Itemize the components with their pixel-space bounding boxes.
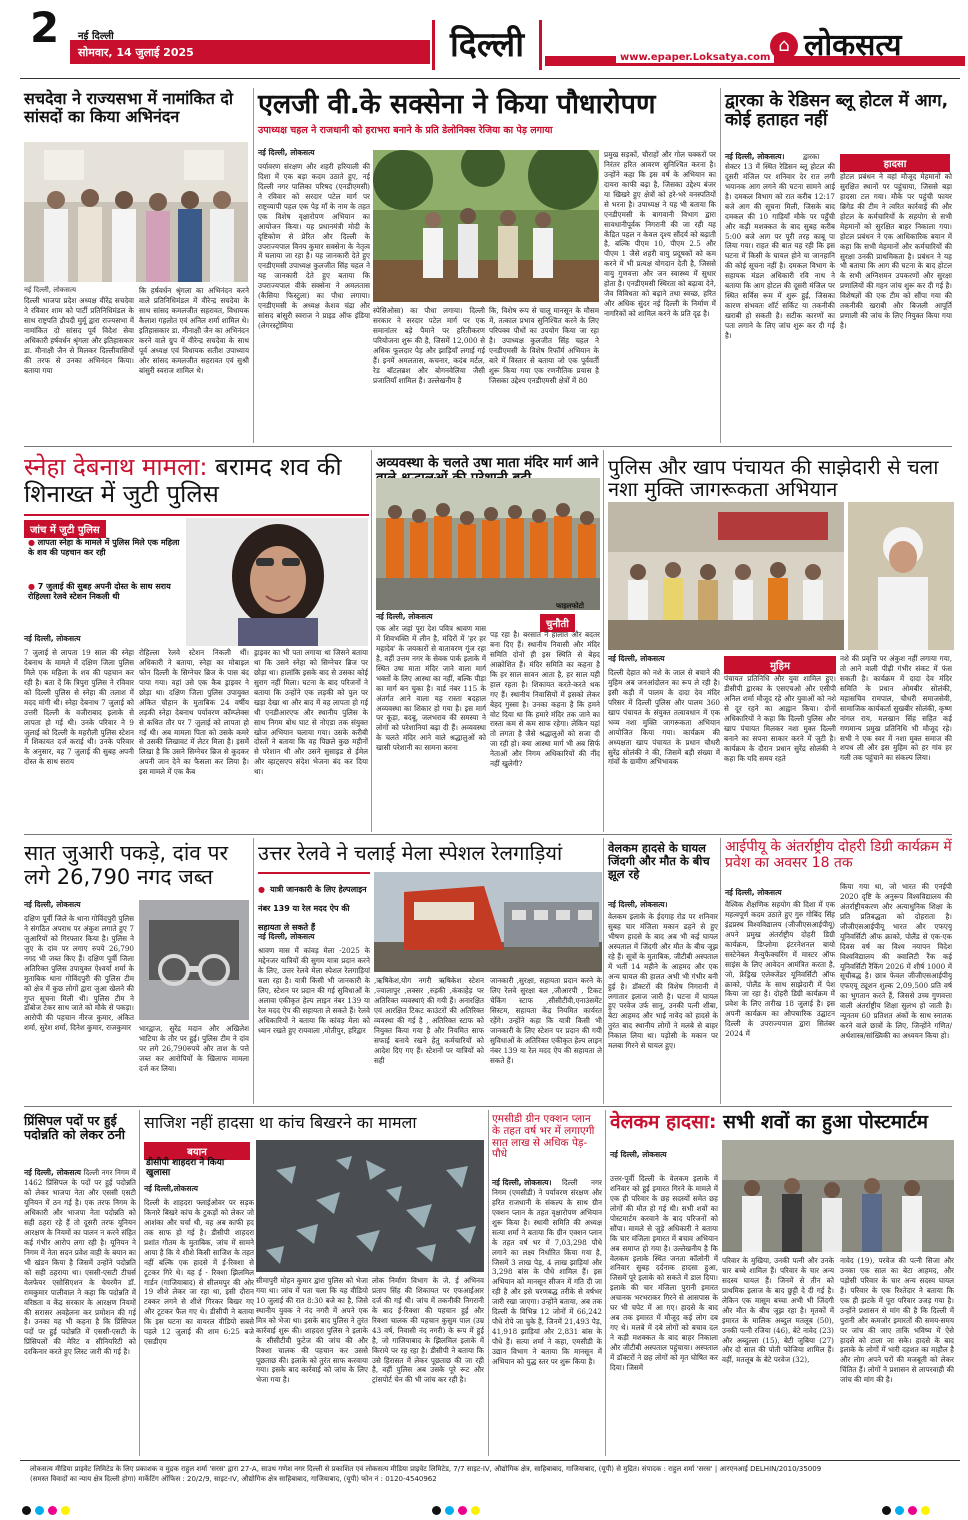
bullet-dot-icon: ● [258, 885, 265, 894]
police-dateline: नई दिल्ली, लोकसत्य [608, 654, 665, 663]
lg-body-col3: कि, विशेष रूप से चालू मानसून के मौसम में, तत्काल प्रभाव सुनिश्चित करने के लिए परिपक्व पौधों का उपयोग किया जा रहा है। उपाध्यक्ष कुलजीत सिंह चहल ने एनडीएमसी के विशेष रिफॉर्म अभियान के बारे में विस्तार से बताया जो एक पूर्ववर्ती शुरू किया गया एक रणनीतिक प्रयास है जिसका उद्देश्य एनडीएमसी क्षेत्रों में 80 [489, 306, 599, 385]
edition-date: सोमवार, 14 जुलाई 2025 [78, 46, 194, 59]
dwarka-kicker-label: हादसा [840, 154, 950, 172]
railway-callout [258, 872, 370, 934]
sneha-body-col3: ड्राइवर का भी पता लगाया था जिसने बताया था कि उसने स्नेहा को सिग्नेचर ब्रिज पर छोड़ा था। हालांकि इसके बाद से उसका कोई सुराग नहीं मिला। घटना के बाद परिजनों ने बताया कि उन्होंने एक लड़की को पुल पर खड़ा देखा था और बाद में वह लापता हो गई थी एनडीआरएफ और स्थानीय पुलिस के साथ निगम बोध घाट से नोएडा तक संयुक्त खोज अभियान चलाया गया। उसके करीबी दोस्तों ने बताया कि वह पिछले कुछ महीनों से परेशान थी और उसने सुसाइड से ईमेल और व्हाट्सएप संदेश भेजना बंद कर दिया था। [254, 648, 368, 777]
postmortem-headline [610, 1112, 955, 1133]
police-headline: पुलिस और खाप पंचायत की साझेदारी से चला नशा मुक्ति जागरूकता अभियान [608, 455, 939, 502]
usha-body-col1: एक ओर जहां पूरा देश पवित्र श्रावण मास में शिवभक्ति में लीन है, मंदिरों में 'हर हर महादेव' के जयकारों से वातावरण गूंज रहा है, वहीं उत्तम नगर के सेवक पार्क इलाके में स्थित उषा माता मंदिर जाने वाला मार्ग भक्तों के लिए आस्था का नहीं, बल्कि पीड़ा का मार्ग बन चुका है। वार्ड नंबर 115 के अंतर्गत आने वाला यह रास्ता बदहाल अव्यवस्था का शिकार हो गया है। इस मार्ग पर कूड़ा, बदबू, जलभराव की समस्या ने लोगों को परेशानियां बढ़ा दी हैं। अव्यवस्था के चलते मंदिर आने वाले श्रद्धालुओं को खासी परेशानी का सामना करना [376, 624, 486, 753]
promotion-body [24, 1168, 136, 1454]
sazish-kicker-box [144, 1140, 250, 1160]
usha-kicker-box [540, 612, 575, 632]
sachdeva-headline: सचदेवा ने राज्यसभा में नामांकित दो सांसदों का किया अभिनंदन [24, 89, 234, 126]
sneha-body-col1: 7 जुलाई से लापता 19 साल की स्नेहा देबनाथ के मामले में दक्षिण जिला पुलिस मिले एक महिला के शव की पहचान कर रही है। बता दें कि त्रिपुरा पुलिस ने रविवार को दिल्ली पुलिस से स्नेहा की तलाश में मदद मांगी थी। स्नेहा देबनाथ 7 जुलाई को उत्तरी दिल्ली के वजीराबाद इलाके से लापता हो गई थी। उनके परिवार ने 9 जुलाई को दिल्ली के महरौली पुलिस स्टेशन में शिकायत दर्ज कराई थी। उनके परिवार के अनुसार, वह 7 जुलाई की सुबह अपनी दोस्त के साथ सराय [24, 648, 134, 767]
sneha-bullet-1-text: लापता स्नेहा के मामले में पुलिस मिले एक महिला के शव की पहचान कर रही [28, 538, 180, 558]
sneha-bullet-2-text: 7 जुलाई की सुबह अपनी दोस्त के साथ सराय रोहिल्ला रेलवे स्टेशन निकली थी [28, 582, 171, 602]
railway-photo [374, 872, 602, 972]
website-url[interactable]: www.epaper.Loksatya.com [616, 52, 774, 63]
sachdeva-photo [24, 142, 248, 282]
promotion-body-text: दिल्ली नगर निगम में 1462 प्रिंसिपल के पदों पर हुई पदोन्नति को लेकर भाजपा नेता और एससी एसटी यूनियन में ठन गई है। एक तरफ निगम के अधिकारी और भाजपा नेता पदोन्नति को सही ठहरा रहे हैं तो दूसरी तरफ यूनियन आरक्षण के नियमों का पालन न करने संहित कई गंभीर आरोप लगा रही है। यूनियन ने निगम में नेता सदन प्रवेश वाही के बयान का भी खंडन किया है जिसमें उन्होंने पदोन्नति को सही ठहराया था। एससी-एसटी टीचर्स वेलफेयर एसोसिएशन के चेयरमैन डॉ. रामकुमार पालीवाल ने कहा कि पदोन्नति में वरिष्ठता व केंद्र सरकार के आरक्षण नियमों की सरासर अवहेलना कर प्रमोशन की गई है। उनका यह भी कहना है कि प्रिंसिपल पदों पर हुई पदोन्नति में एससी-एसटी के प्रिंसिपलों की मेरिट व सीनियरिटी को दरकिनार करते हुए लिस्ट जारी की गई है। [24, 1168, 136, 1357]
ip-body-col2: किया गया था, जो भारत की एनईपी 2020 दृष्टि के अनुरूप विश्वविद्यालय की अंतर्राष्ट्रीयकरण और अत्याधुनिक शिक्षा के प्रति प्रतिबद्धता को दोहराता है। जीजीएसआईपीयू भारत और एफएयू यूनिवर्सिटी ऑफ क्राको, पोलैंड से एक-एक दिवस वर्ष का विश्व नयापन विदेश विश्वविद्यालय की क्वालिटी रैंक कई यूनिवर्सिटी रैंकिंग 2026 में शीर्ष 1000 में सूचीबद्ध है। छात्र फेवल जीजीएसआईपीयू एफएयू ट्यूशन शुल्क 2,09,500 प्रति वर्ष का भुगतान करते हैं, जिससे उच्च गुणवत्ता वाली अंतर्राष्ट्रीय शिक्षा सुलभ हो जाती है। न्यूनतम 60 प्रतिशत अंकों के साथ स्नातक करने वाले छात्रों के लिए, जिन्होंने गणित/अर्थशास्त्र/सांख्यिकी का अध्ययन किया हो। [840, 882, 952, 1041]
gamblers-body-col2: भारद्वाज, सुरेंद्र मदान और अखिलेश भाटिया के तौर पर हुई। पुलिस टीम ने दांव पर लगे 26,790रुपये और ताश के पत्ते जब्त कर आरोपियों के खिलाफ मामला दर्ज कर लिया। [139, 1024, 249, 1073]
railway-headline: उत्तर रेलवे ने चलाई मेला स्पेशल रेलगाड़ियां [258, 841, 563, 865]
imprint-line-1: लोकसत्य मीडिया प्राइवेट लिमिटेड के लिए प्रकाशक व मुद्रक राहुल शर्मा 'सरस' द्वारा 27-A, साउथ गणेश नगर दिल्ली से प्रकाशित एवं लोकसत्य मीडिया प्राइवेट लिमिटेड, 7/7 साइट-IV, औद्योगिक क्षेत्र, साहिबाबाद, गाजियाबाद, (यूपी) से मुद्रित। संपादक : राहुल शर्मा 'सरस' | आरएनआई DELHIN/2010/35009 [30, 1465, 822, 1473]
postmortem-headline-red: वेलकम हादसा: [610, 1111, 717, 1133]
gamblers-body-col1: दक्षिण पूर्वी जिले के थाना गोविंदपुरी पुलिस ने संगठित अपराध पर अंकुश लगाते हुए 7 जुआरियों को गिरफ्तार किया है। पुलिस ने जुए के दांव पर लगाए रुपये 26,790 नगद भी जब्त किए हैं। दक्षिण पूर्वी जिला अतिरिक्त पुलिस उपायुक्त ऐश्वर्या शर्मा के मुताबिक थाना गोविंदपुरी की पुलिस टीम को क्षेत्र में कुछ लोगों द्वारा जुआ खेलने की गुप्त सूचना मिली थी। पुलिस टीम ने डॉबोज टेकर साथ जाते को मौके से पकड़ा। आरोपी की पहचान नीरज कुमार, अंकित शर्मा, सुरेश शर्मा, दिनेश कुमार, राजकुमार [24, 914, 134, 1033]
postmortem-dateline: नई दिल्ली, लोकसत्य [610, 1150, 667, 1159]
sneha-body-col2: रोहिल्ला रेलवे स्टेशन निकली थीं। अधिकारी ने बताया, स्नेहा का मोबाइल फोन दिल्ली के सिग्नेचर ब्रिज के पास बंद पाया गया। वहां उसे एक कैब ड्राइवर ने छोड़ा था। दक्षिण जिला पुलिस उपायुक्त अंकित चौहान के मुताबिक 24 वर्षीय लड़की स्नेहा देबनाथ पर्यावरण कॉम्प्लेक्स से कथित तौर पर 7 जुलाई को लापता हो गई थी। अब मामला पिता को उसके कमरे से उसकी लिखावट में लेटर मिला है। इसमें लिखा है कि उसने सिग्नेचर ब्रिज से कूदकर अपनी जान देने का फैसला कर लिया है। इस मामले में एक कैब [139, 648, 249, 777]
welcome-life-dateline: नई दिल्ली, लोकसत्य। [608, 900, 668, 909]
dwarka-headline: द्वारका के रेडिसन ब्लू होटल में आग, कोई हताहत नहीं [725, 91, 949, 131]
police-body-col3: नशे की प्रवृत्ति पर अंकुश नहीं लगाया गया, तो आने वाली पीढ़ी गंभीर संकट में फंस सकती है। कार्यक्रम में दादा देव मंदिर समिति के प्रधान ओमबीर सोलंकी, महासचिव रामपाल, चौधरी समाजसेवी, सामाजिक कार्यकर्ता सुखबीर सोलंकी, कृष्ण नांगल राय, मलखान सिंह सहित कई गणमान्य प्रमुख प्रतिनिधि भी मौजूद रहे। सभी ने एक स्वर में नशा मुक्त समाज की शपथ ली और इस मुहिम को हर गांव हर गली तक पहुंचाने का संकल्प लिया। [840, 654, 952, 763]
sneha-headline-red: स्नेहा देबनाथ मामला: [24, 453, 208, 481]
sazish-body-col2: सीमापुरी मोहन कुमार द्वारा पुलिस को भेजा गया था। जांच में पता चला कि यह वीडियो 10 जुलाई की रात 8:30 बजे का है, जिसे स्थानीय युवक ने नंद नगरी में अपने एक मित्र को भेजा था। इसके बाद पुलिस ने तुरंत कार्रवाई शुरू की। शाहदरा पुलिस ने इलाके के सीसीटीवी फुटेज की जांच की और रिक्शा चालक की पहचान कर उससे पूछताछ की। इलाके को तुरंत साफ करवाया गया। इसके बाद कार्रवाई को जांच के लिए भेजा गया है। [256, 1276, 368, 1385]
mcd-headline: एमसीडी ग्रीन एक्शन प्लान के तहत वर्ष भर में लगाएगी सात लाख से अधिक पेड़-पौधे [492, 1113, 595, 1161]
ip-body-col1: वैश्विक शैक्षणिक सहयोग की दिशा में एक महत्वपूर्ण कदम उठाते हुए गुरु गोबिंद सिंह इंद्रप्रस्थ विश्वविद्यालय (जीजीएसआईपीयू) अपने प्रमुख अंतर्राष्ट्रीय दोहरी डिग्री कार्यक्रम, डिप्लोमा इंटरनेशनल बायो सस्टेनेबल मैन्युफैक्चरिंग में मास्टर ऑफ साइंस के लिए आवेदन आमंत्रित करता है, जो, फ्रेंड्रिख एलेक्जेंडर यूनिवर्सिटी ऑफ क्राको, पोलैंड के साथ साझेदारी में पेश किया जा रहा है। दोहरी डिग्री कार्यक्रम में प्रवेश के लिए तारीख 18 जुलाई है। इस अपनी कार्यक्रम का औपचारिक उद्घाटन दिल्ली के उपराज्यपाल द्वारा सितंबर 2024 में [725, 900, 835, 1039]
usha-headline: अव्यवस्था के चलते उषा माता मंदिर मार्ग आने [376, 455, 599, 471]
railway-dateline: नई दिल्ली, लोकसत्य [258, 932, 315, 941]
section-title: दिल्ली [432, 20, 542, 70]
sneha-bullet-2 [28, 582, 182, 603]
usha-dateline: नई दिल्ली, लोकसत्य [376, 612, 433, 621]
lg-subhead: उपाध्यक्ष चहल ने राजधानी को हराभरा बनाने के प्रति डेलोनिक्स रेजिया का पेड़ लगाया [258, 125, 553, 136]
brand-logo [770, 28, 960, 68]
usha-photo [376, 478, 600, 610]
welcome-life-body: वेलकम इलाके के ईदगाह रोड पर शनिवार सुबह चार मंजिला मकान ढहने से हुए भीषण हादसे के बाद अब भी कई घायल अस्पताल में जिंदगी और मौत के बीच जूझ रहे हैं। सूत्रों के मुताबिक, जीटीबी अस्पताल में भर्ती 14 महीने के आहमद और एक अन्य घायल की हालत अभी भी गंभीर बनी हुई है। डॉक्टरों की विशेष निगरानी में लगातार इलाज जारी है। घटना में घायल हुए परवेज उर्फ सानू, उनकी पत्नी शीबा, बेटा आहमद और भाई नावेद को हादसे के तुरंत बाद स्थानीय लोगों ने मलबे से बाहर निकाल लिया था। पड़ोसी के मकान पर मलबा गिरने से घायल हुए। [608, 912, 718, 1051]
ip-headline: आईपीयू के अंतर्राष्ट्रीय दोहरी डिग्री कार्यक्रम में प्रवेश का अवसर 18 तक [725, 839, 952, 871]
dwarka-dateline: नई दिल्ली, लोकसत्य। [725, 152, 785, 161]
usha-body-col2: पड़ रहा है। बरसात ने हालात और बदतर बना दिए हैं। स्थानीय निवासी और मंदिर समिति दोनों ही इस स्थिति से बेहद आक्रोशित हैं। मंदिर समिति का कहना है कि हर साल सावन आता है, हर साल यही हाल रहता है। शिकायत करते-करते थक गए हैं। स्थानीय निवासियों में इसको लेकर बेहद गुस्सा है। उनका कहना है कि हमने वोट दिया था कि हमारे मंदिर तक जाने का रास्ता कम से कम साफ रहेगा। लेकिन यहां तो लगता है जैसे श्रद्धालुओं को सजा दी जा रही हो। क्या आस्था मार्ग भी अब सिर्फ नेताओं और निगम अधिकारियों की नींद नहीं खुलेगी? [490, 630, 600, 769]
mcd-body: दिल्ली नगर निगम (एमसीडी) ने पर्यावरण संरक्षण और हरित राजधानी के संकल्प के साथ ग्रीन एक्शन प्लान के तहत वृक्षारोपण अभियान शुरू किया है। स्थायी समिति की अध्यक्ष सत्या शर्मा ने बताया कि ग्रीन एक्शन प्लान के तहत वर्ष भर में 7,03,298 पौधे लगाने का लक्ष्य निर्धारित किया गया है, जिसमें 3 लाख पेड़, 4 लाख झाड़ियां और 3,298 बांस के पौधे शामिल हैं। इस अभियान को मानसून सीजन में गति दी जा रही है और इसे चरणबद्ध तरीके से वर्षभर जारी रखा जाएगा। उन्होंने बताया, अब तक दिल्ली के विभिन्न 12 जोनों में 66,242 पौधे रोपे जा चुके हैं, जिनमें 21,493 पेड़, 41,918 झाड़ियां और 2,831 बांस के पौधे हैं। सत्या शर्मा ने कहा, एमसीडी के उद्यान विभाग ने बताया कि मानसून में अभियान को युद्ध स्तर पर शुरू किया है। [492, 1178, 602, 1366]
police-photo-main [608, 502, 844, 650]
lg-body-col2: स्पेसिओसा) का पौधा लगाया। दिल्ली सरकार ने सरदार पटेल मार्ग पर एक समानांतर बड़े पैमाने पर हरितीकरण परियोजना शुरू की है, जिसमें 12,000 से अधिक फूलदार पेड़ और झाड़ियाँ लगाई गई हैं। इनमें अमलतास, कचनार, कदंब मर्टल, रेड बॉटलब्रश और बोगनवेलिया जैसी प्रजातियाँ शामिल हैं। उल्लेखनीय है [373, 306, 485, 385]
masthead [0, 0, 968, 80]
police-photo-speaker [848, 502, 954, 650]
bullet-dot-icon: ● [28, 538, 35, 547]
usha-kicker: चुनौती [540, 614, 575, 632]
police-kicker: मुहिम [724, 656, 836, 674]
lg-headline: एलजी वी.के सक्सेना ने किया पौधारोपण [258, 89, 656, 120]
sachdeva-body-col2: कि हर्षवर्धन श्रृंगला का अभिनंदन करने वाले प्रतिनिधिमंडल में वीरेन्द्र सचदेवा के साथ सांसद कमलजीत सहरावत, विधायक कैलाश गहलोत एवं अनिल शर्मा शामिल थे। इतिहासकार डा. मीनाक्षी जैन का अभिनंदन करने वाले ग्रुप में वीरेन्द्र सचदेवा के साथ पूर्व अध्यक्ष एवं विधायक सतीश उपाध्याय और सांसद कमलजीत सहरावत एवं सुश्री बांसुरी स्वराज शामिल थे। [139, 286, 249, 375]
police-kicker-box [724, 654, 836, 674]
imprint-line-2: (समस्त विवादों का न्याय क्षेत्र दिल्ली होगा) मार्केटिंग ऑफिस : 20/2/9, साइट-IV, औद्योगिक क्षेत्र साहिबाबाद, गाजियाबाद, (यूपी) फोन नं : 0120-4540962 [30, 1475, 437, 1484]
sazish-subhead: डीसीपी शाहदरा ने किया खुलासा [146, 1158, 225, 1179]
railway-body-col3: जानकारी ,सुरक्षा, सहायता प्रदान करने के लिए रेलवे सुरक्षा बल ,जीआरपी , टिकट चेकिंग स्टाफ ,सीसीटीवी,एनाउंसमेंट सिस्टम, सहायता केंद्र नियमित कार्यरत रहेंगे। उन्होंने कहा कि यात्री किसी भी जानकारी के लिए स्टेशन पर प्रदान की गयी सुविधाओं के अतिरिक्त एकीकृत हेल्प लाइन नंबर 139 या रेल मदद ऐप की सहायता ले सकते हैं। [490, 976, 602, 1065]
police-body-col2: पंचायत प्रतिनिधि और युवा शामिल हुए। डीसीपी द्वारका के एसएचओ और एसीपी अनिल शर्मा मौजूद रहे और युवाओं को नशे से दूर रहने का आह्वान किया। दोनों अधिकारियों ने कहा कि दिल्ली पुलिस और खाप पंचायत मिलकर नशा मुक्त दिल्ली बनाने का सपना साकार करने में जुटी है। कार्यक्रम के दौरान प्रधान सुरेंद्र सोलंकी ने कहा कि यदि समय रहते [724, 674, 836, 763]
promotion-dateline: नई दिल्ली, लोकसत्य [24, 1168, 81, 1177]
sazish-body-col1: दिल्ली के शाहदरा फ्लाईओवर पर सड़क किनारे बिखरे कांच के टुकड़ों को लेकर जो आशंका और चर्चा थी, वह अब काफी हद तक साफ हो गई है। डीसीपी शाहदरा प्रशांत गौतम के मुताबिक, जांच में सामने आया है कि ये शीशे किसी साजिश के तहत नहीं बल्कि एक हादसे में ई-रिक्शा से टूटकर गिरे थे। यह ई - रिक्शा झिलमिल गार्डन (गाजियाबाद) से सीलमपुर की ओर 19 शीशे लेकर जा रहा था, इसी दौरान टक्कर लगने से शीशे गिरकर बिखर गए और टूटकर फैल गए थे। डीसीपी ने बताया कि इस घटना का वायरल वीडियो सबसे पहले 12 जुलाई की शाम 6:25 बजे एसडीएम [144, 1198, 254, 1347]
lg-dateline: नई दिल्ली, लोकसत्य [258, 148, 315, 157]
dwarka-body-col2: होटल प्रबंधन ने वहां मौजूद मेहमानों को सुरक्षित स्थानों पर पहुंचाया, जिससे बड़ा हादसा टल गया। मौके पर पहुंची फायर ब्रिगेड की टीम ने त्वरित कार्रवाई की और होटल के कर्मचारियों के सहयोग से सभी मेहमानों को सुरक्षित बाहर निकाला गया। होटल प्रबंधन ने एक आधिकारिक बयान में कहा कि सभी मेहमानों और कर्मचारियों की सुरक्षा उनकी प्राथमिकता है। प्रबंधन ने यह भी बताया कि आग की घटना के बाद होटल के सभी अग्निशमन उपकरणों और सुरक्षा प्रणालियों की गहन जांच शुरू कर दी गई है। विशेषज्ञों की एक टीम को सौंपा गया की तकनीकी खराबी और बिजली आपूर्ति प्रणाली की जांच के लिए नियुक्त किया गया है। [840, 172, 952, 331]
sazish-kicker: बयान [144, 1142, 250, 1160]
ip-dateline: नई दिल्ली, लोकसत्य [725, 888, 782, 897]
postmortem-body-col2: परिवार के मुखिया, उनकी पत्नी और उनके चार बच्चे शामिल हैं। परिवार के चार अन्य सदस्य घायल हैं। जिनमें से तीन को प्राथमिक इलाज के बाद छुट्टी दे दी गई है। लेकिन एक मासूम बच्चा अभी भी जिंदगी और मौत के बीच जूझ रहा है। मृतकों में इमारत के मालिक अब्दुल मतलूब (50), उनकी पत्नी रजिया (46), बेटे नावेद (23) और अब्दुल्ला (15), बेटी जुबिया (27) और दो साल की पोती फोजिया शामिल हैं। वहीं, मतलूब के बेटे परवेज (32), [722, 1256, 834, 1365]
promotion-headline: प्रिंसिपल पदों पर हुई पदोन्नति को लेकर ठनी [24, 1113, 125, 1142]
postmortem-photo [722, 1140, 954, 1252]
postmortem-headline-rest: सभी शवों का हुआ पोस्टमार्टम [723, 1111, 929, 1133]
railway-body-col2: ,ऋषिकेश,योग नगरी ऋषिकेश स्टेशन ,ज्वालापुर ,लक्सर ,रुड़की ,कंकाहेड़ पर अतिरिक्त व्यवस्थाएं की गयी हैं। अनारक्षित एवं आरक्षित टिकट काउंटरों की अतिरिक्त व्यवस्था की गई है , अतिरिक्त स्टाफ को नियुक्त किया गया है और नियमित साफ सफाई बनाये रखने हेतु कर्मचारियों को आदेश दिए गए हैं। स्टेशनों पर यात्रियों को सही [374, 976, 484, 1065]
railway-body-col1: श्रावण मास में कांवड़ मेला -2025 के मद्देनजर यात्रियों की सुगम यात्रा प्रदान करने के लिए, उत्तर रेलवे मेला स्पेशल रेलगाड़ियां चला रहा है। यात्री किसी भी जानकारी के लिए, स्टेशन पर प्रदान की गई सुविधाओं के अलावा एकीकृत हेल्प लाइन नंबर 139 या रेल मदद ऐप की सहायता ले सकते हैं। रेलवे अधिकारियों ने बताया कि कांवड़ मेला को ध्यान रखते हुए रायवाला ,मोतीपुर, हरिद्वार [258, 946, 370, 1035]
postmortem-body-col1: उत्तर-पूर्वी दिल्ली के वेलकम इलाके में शनिवार को हुई इमारत गिरने के मामले में एक ही परिवार के छह सदस्यों समेत छह लोगों की मौत हो गई थी। सभी शवों का पोस्टमार्टम करवाने के बाद परिजनों को सौंपा। मामले से जुड़े अधिकारी ने बताया कि चार मंजिला इमारत में बचाव अभियान अब समाप्त हो गया है। उल्लेखनीय है कि वेलकम इलाके स्थित जनता कॉलोनी में शनिवार सुबह दर्दनाक हादसा हुआ, जिसमें पूरे इलाके को सकते में डाल दिया। इलाके की चार मंजिला पुरानी इमारत अचानक भरभराकर गिरने से आसपास के घर भी चपेट में आ गए। हादसे के बाद अब तक इमारत में मौजूद कई लोग दब गए थे। मलबे में दबे लोगों को बचाव दल ने कड़ी मशक्कत के बाद बाहर निकाला और जीटीबी अस्पताल पहुंचाया। अस्पताल में डॉक्टरों ने छह लोगों को मृत घोषित कर दिया। जिसमें [610, 1174, 718, 1372]
welcome-life-headline: वेलकम हादसे के घायल जिंदगी और मौत के बीच झूल रहे [608, 841, 710, 881]
railway-callout-text: यात्री जानकारी के लिए हेल्पलाइन नंबर 139 या रेल मदद ऐप की सहायता ले सकते हैं [258, 885, 367, 932]
lg-body-col1: पर्यावरण संरक्षण और शहरी हरियाली की दिशा में एक बड़ा कदम उठाते हुए, नई दिल्ली नगर पालिका परिषद (एनडीएमसी) ने रविवार को सरदार पटेल मार्ग पर राष्ट्रव्यापी पहल एक पेड़ माँ के नाम के तहत एक विशेष वृक्षारोपण अभियान का आयोजन किया। यह प्रधानमंत्री मोदी के दृष्टिकोण से प्रेरित और दिल्ली के उपराज्यपाल विनय कुमार सक्सेना के नेतृत्व में चलाया जा रहा है। यह जानकारी देते हुए एनडीएमसी उपाध्यक्ष कुलजीत सिंह चहल ने यह जानकारी देते हुए बताया कि उपराज्यपाल वीके सक्सेना ने अमलतास (कैसिया फिस्टुला) का पौधा लगाया। एनडीएमसी के अध्यक्ष केशव चंद्रा और सांसद बांसुरी स्वराज ने प्राइड ऑफ इंडिया (लेगरस्ट्रोमिया [258, 162, 370, 330]
sazish-body-col3: लोक निर्माण विभाग के जे. ई अभिनव प्रताप सिंह की शिकायत पर एफआईआर दर्ज की गई थी। जांच में तकनीकी निगरानी के बाद ई-रिक्शा की पहचान हुई और रिक्शा चालक की पहचान कुसुम पाल (उम्र 43 वर्ष, निवासी नंद नगरी) के रूप में हुई है, जो गाजियाबाद के झिलमिल इलाके में किराये पर रह रहा है। डीसीपी ने बताया कि उसे हिरासत में लेकर पूछताछ की जा रही है, वहीं पुलिस अब उसके पूरे रूट और ट्रांसपोर्ट चेन की भी जांच कर रही है। [372, 1276, 484, 1385]
registration-marks-center [430, 1500, 482, 1519]
gamblers-dateline: नई दिल्ली, लोकसत्य [24, 900, 81, 909]
lg-photo [373, 150, 599, 302]
imprint [30, 1464, 950, 1484]
sneha-kicker: जांच में जुटी पुलिस [24, 520, 106, 538]
page-number: 2 [30, 3, 60, 52]
sneha-headline [24, 454, 369, 508]
edition-city: नई दिल्ली [78, 31, 114, 42]
sneha-dateline: नई दिल्ली, लोकसत्य [24, 634, 81, 643]
sachdeva-body-col1: दिल्ली भाजपा प्रदेश अध्यक्ष वीरेंद्र सचदेवा ने रविवार शाम को पार्टी प्रतिनिधिमंडल के साथ राष्ट्रपति द्रौपदी मुर्मू द्वारा राज्यसभा में नामांकित दो सांसद पूर्व विदेश सेवा अधिकारी हर्षवर्धन श्रृंगला और इतिहासकार डा. मीनाक्षी जैन से मिलकर दिल्लीवासियों की तरफ से उनका अभिनंदन किया। बताया गया [24, 296, 134, 375]
sneha-photo [186, 518, 368, 646]
police-body-col1: दिल्ली देहात को नशे के जाल से बचाने की मुहिम अब जनआंदोलन का रूप ले रही है। इसी कड़ी में पालम के दादा देव मंदिर परिसर में दिल्ली पुलिस और पालम 360 खाप पंचायत के संयुक्त तत्वावधान में एक भव्य नशा मुक्ति जागरूकता अभियान आयोजित किया गया। कार्यक्रम की अध्यक्षता खाप पंचायत के प्रधान चौधरी सुरेंद्र सोलंकी ने की, जिसमें बड़ी संख्या में गांवों के ग्रामीण अभिभावक [608, 668, 720, 767]
sazish-dateline: नई दिल्ली,लोकसत्य [144, 1184, 199, 1193]
bullet-dot-icon: ● [28, 582, 35, 591]
sneha-headline-black: बरामद शव की शिनाख्त में जुटी पुलिस [24, 453, 342, 508]
sazish-headline: साजिश नहीं हादसा था कांच बिखरने का मामला [144, 1113, 417, 1132]
dwarka-body-col1: द्वारका सेक्टर 13 में स्थित रेडिसन ब्लू होटल की दूसरी मंजिल पर शनिवार देर रात लगी भयानक आग लगने की घटना सामने आई है। दमकल विभाग को रात करीब 12:17 बजे आग की सूचना मिली, जिसके बाद दमकल की 10 गाड़ियाँ मौके पर पहुँची और कड़ी मशक्कत के बाद सुबह करीब 5:00 बजे आग पर पूरी तरह काबू पा लिया गया। राहत की बात यह रही कि इस घटना में किसी के घायल होने या जानहानि की कोई सूचना नहीं है। दमकल विभाग के सहायक मंडल अधिकारी रवि नाथ ने बताया कि आग होटल की दूसरी मंजिल पर स्थित सर्विस रूम में शुरू हुई, जिसका कारण संभवतः शॉर्ट सर्किट या तकनीकी खराबी हो सकती है। सटीक कारणों का पता लगाने के लिए जांच शुरू कर दी गई है। [725, 152, 835, 340]
registration-marks-right [880, 1500, 932, 1519]
sazish-photo [256, 1140, 484, 1272]
mcd-dateline: नई दिल्ली, लोकसत्य। [492, 1178, 552, 1187]
registration-marks [0, 1498, 968, 1518]
home-icon: ⌂ [770, 32, 798, 60]
gamblers-photo [139, 900, 249, 1020]
sneha-bullet-1 [28, 538, 182, 559]
sneha-kicker-box [24, 518, 182, 538]
usha-photo-credit: फाइलफोटो [556, 602, 584, 610]
brand-name: लोकसत्य [804, 28, 902, 63]
sachdeva-caption: नई दिल्ली, लोकसत्य [24, 286, 77, 294]
registration-marks-left [20, 1500, 72, 1519]
dwarka-kicker [840, 152, 950, 172]
postmortem-body-col3: नावेद (19), परवेज की पत्नी सिजा और उनका एक साल का बेटा आहमद, और पड़ोसी परिवार के चार अन्य सदस्य घायल हैं। परिवार के एक रिश्तेदार ने बताया कि एक ही झटके में पूरा परिवार उजड़ गया है। उन्होंने प्रशासन से मांग की है कि दिल्ली में पुरानी और कमजोर इमारतों की समय-समय पर जांच की जाए ताकि भविष्य में ऐसे हादसे को टाला जा सके। हादसे के बाद इलाके के लोगों में भारी दहशत का माहौल है और लोग अपने घरों की मजबूती को लेकर चिंतित हैं। लोगों ने प्रशासन से लापरवाही की जांच की मांग की है। [840, 1256, 954, 1385]
gamblers-headline: सात जुआरी पकड़े, दांव पर लगे 26,790 नगद जब्त [24, 841, 229, 889]
lg-body-col4: प्रमुख सड़कों, चौराहों और गोल चक्करों पर निरंतर हरित आवरण सुनिश्चित करना है। उन्होंने कहा कि इस वर्ष के अभियान का दायरा काफी बढ़ा है, जिसका उद्देश्य बंजर या खिखरे हुए क्षेत्रों को हरे-भरे वनस्पतियों से भरना है। उपाध्यक्ष ने यह भी बताया कि एनडीएमसी के बागवानी विभाग द्वारा सावधानीपूर्वक निगरानी की जा रही यह केंद्रित पहल न केवल दृश्य सौंदर्य को बढ़ाती है, बल्कि पीएम 10, पीएम 2.5 और पीएम 1 जैसे शहरी वायु प्रदूषकों को कम करने में भी प्रत्यक्ष योगदान देती है, जिससे वायु गुणवत्ता और जन स्वास्थ्य में सुधार होता है। एनडीएमसी स्थिरता को बढ़ावा देने, जैव विविधता को बढ़ाने तथा स्वच्छ, हरित और अधिक सुंदर नई दिल्ली के निर्माण में नागरिकों को शामिल करने के प्रति दृढ़ है। [604, 150, 716, 318]
